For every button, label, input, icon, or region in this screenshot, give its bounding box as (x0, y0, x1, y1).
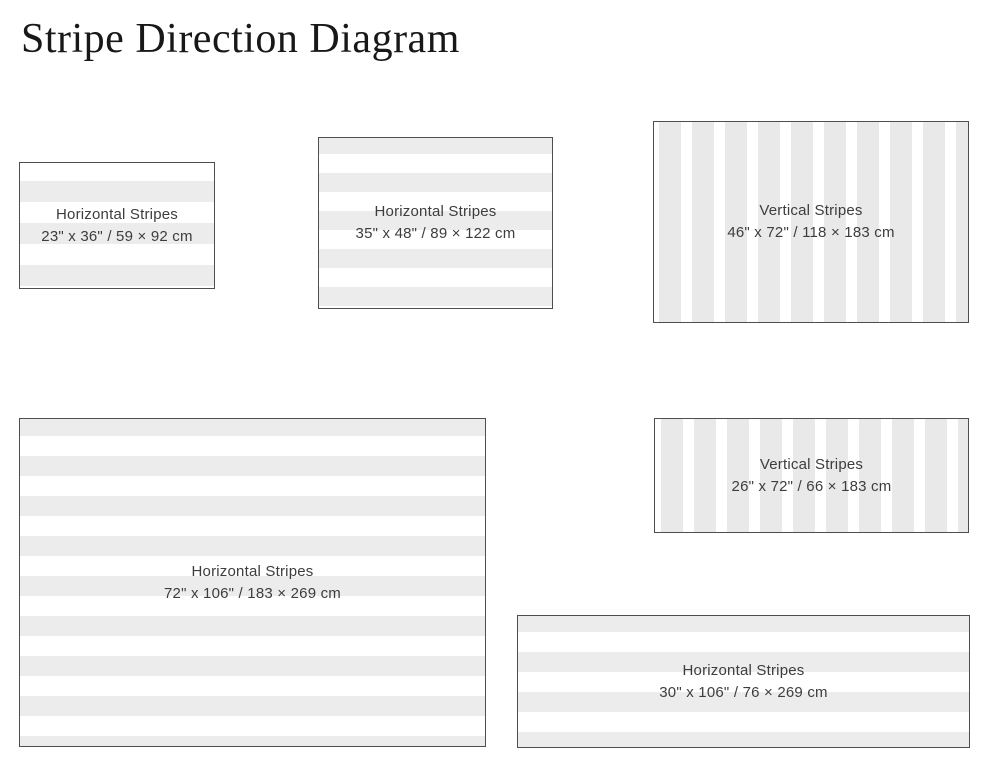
rug-size-label: 23" x 36" / 59 × 92 cm (41, 227, 193, 245)
rug-23x36-horizontal (19, 162, 215, 289)
rug-26x72-vertical (654, 418, 969, 533)
rug-size-label: 30" x 106" / 76 × 269 cm (659, 683, 828, 701)
rug-size-label: 72" x 106" / 183 × 269 cm (163, 584, 341, 602)
rug-size-label: 35" x 48" / 89 × 122 cm (355, 225, 516, 242)
stripe-direction-label: Horizontal Stripes (191, 562, 314, 580)
stripe-direction-label: Vertical Stripes (759, 455, 864, 473)
rug-72x106-horizontal (19, 418, 486, 747)
rug-35x48-horizontal (318, 137, 553, 309)
rug-size-label: 26" x 72" / 66 × 183 cm (731, 477, 892, 495)
rug-size-label: 46" x 72" / 118 × 183 cm (727, 224, 895, 241)
rug-46x72-vertical (653, 121, 969, 323)
stripe-direction-label: Horizontal Stripes (682, 661, 805, 679)
page-title: Stripe Direction Diagram (21, 16, 460, 62)
stripe-direction-label: Vertical Stripes (759, 202, 863, 219)
rug-30x106-horizontal (517, 615, 970, 748)
stripe-direction-label: Horizontal Stripes (56, 205, 178, 223)
stripe-direction-label: Horizontal Stripes (374, 203, 497, 220)
